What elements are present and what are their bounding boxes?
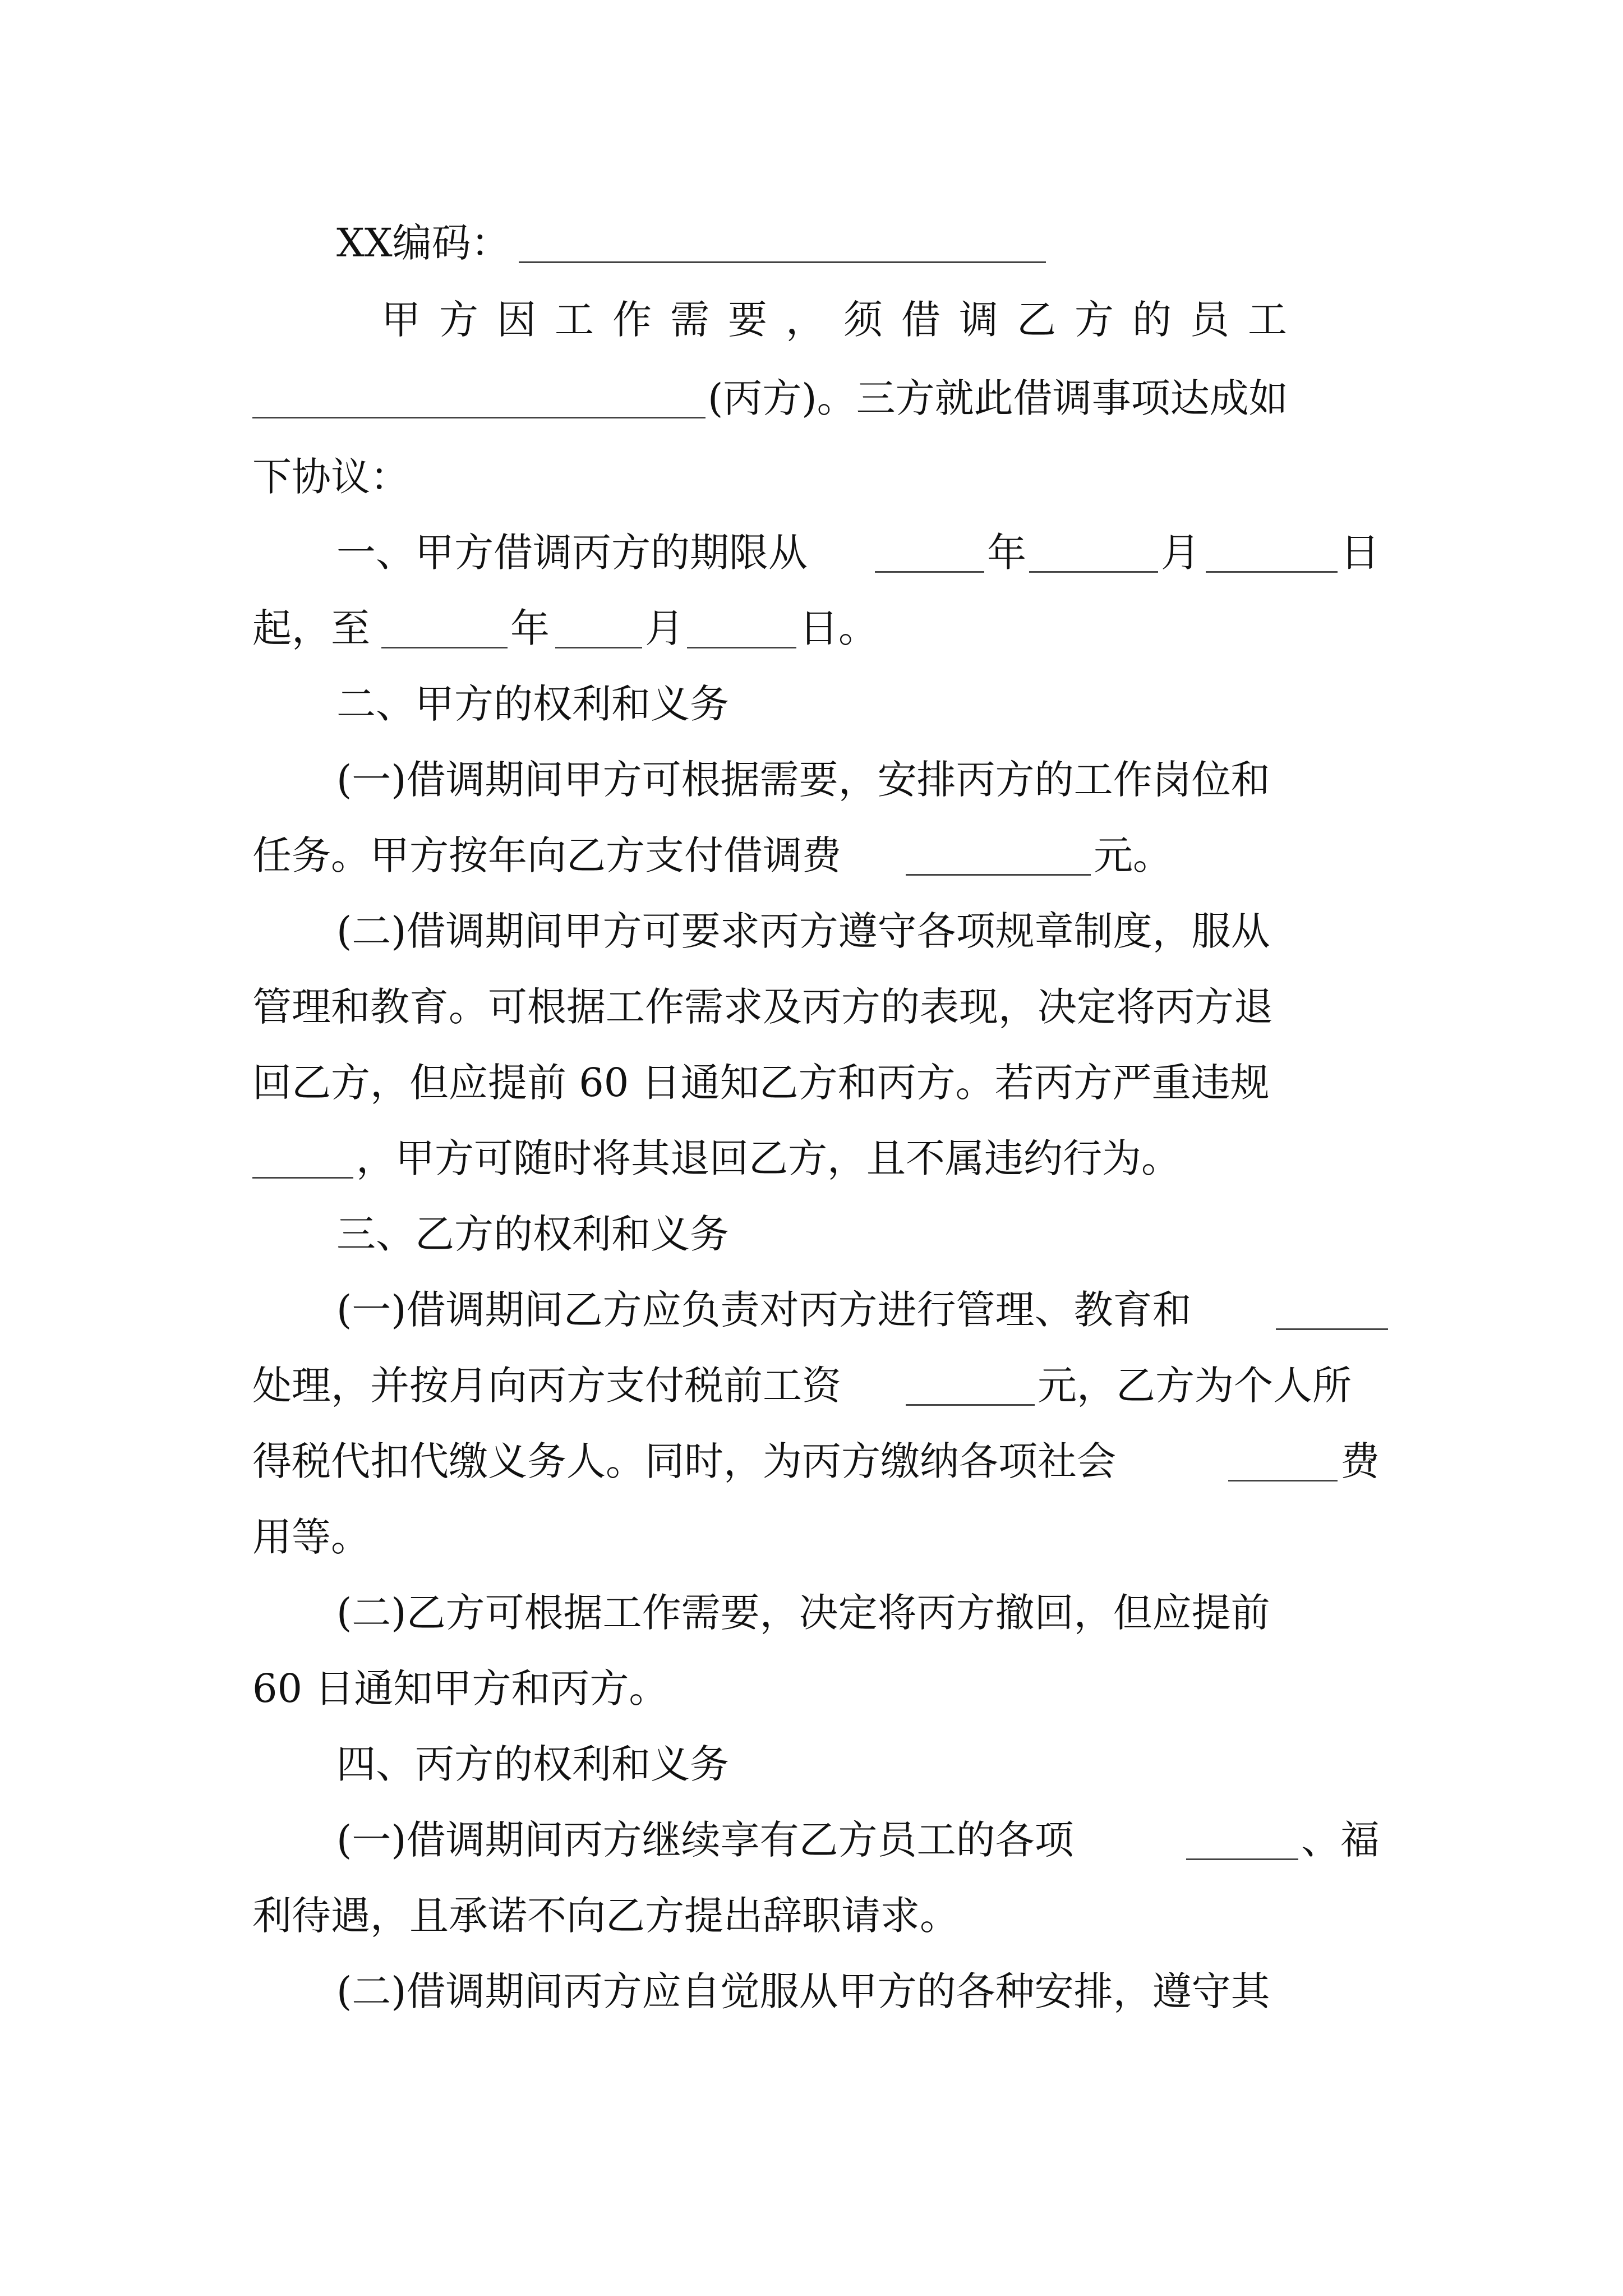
- end-month-blank: [555, 647, 642, 648]
- intro-line-1: 甲方因工作需要，须借调乙方的员工: [381, 297, 1306, 343]
- start-year-blank: [875, 571, 984, 573]
- section-3-p2-line-1: (二)乙方可根据工作需要，决定将丙方撤回，但应提前: [336, 1590, 1270, 1636]
- salary-blank: [906, 1404, 1035, 1406]
- section-3-p1-line-1: (一)借调期间乙方应负责对丙方进行管理、教育和: [0, 1282, 1623, 1338]
- management-blank: [1276, 1328, 1388, 1330]
- section-4-heading: 四、丙方的权利和义务: [336, 1741, 729, 1787]
- party-c-name-blank: [252, 417, 706, 418]
- code-label: XX编码：: [336, 220, 510, 266]
- section-4-p2-line-1: (二)借调期间丙方应自觉服从甲方的各种安排，遵守其: [336, 1968, 1270, 2014]
- section-2-p1-line-2: 任务。甲方按年向乙方支付借调费 元。: [252, 832, 1172, 878]
- benefits-blank: [1186, 1858, 1298, 1860]
- section-3-p1-line-4: 用等。: [252, 1514, 370, 1560]
- section-3-p1-line-2: 处理，并按月向丙方支付税前工资 元，乙方为个人所: [252, 1363, 1352, 1409]
- start-month-blank: [1029, 571, 1158, 573]
- section-2-heading: 二、甲方的权利和义务: [336, 681, 729, 727]
- section-1-line-1: 一、甲方借调丙方的期限从 年 月 日: [336, 530, 1380, 576]
- section-3-heading: 三、乙方的权利和义务: [336, 1211, 729, 1257]
- code-line: [0, 215, 1623, 271]
- section-4-p1-line-1: (一)借调期间丙方继续享有乙方员工的各项 、福: [336, 1817, 1380, 1863]
- section-2-p2-line-4: ，甲方可随时将其退回乙方，且不属违约行为。: [0, 1130, 1623, 1186]
- section-4-p1-line-2: 利待遇，且承诺不向乙方提出辞职请求。: [252, 1893, 959, 1939]
- section-3-p1-line-3: 得税代扣代缴义务人。同时，为丙方缴纳各项社会 费: [252, 1438, 1380, 1484]
- section-2-p2-line-3: 回乙方，但应提前 60 日通知乙方和丙方。若丙方严重违规: [252, 1060, 1270, 1106]
- loan-fee-blank: [906, 874, 1091, 876]
- social-insurance-blank: [1228, 1480, 1338, 1481]
- end-day-blank: [687, 647, 796, 648]
- violation-blank: [252, 1177, 353, 1179]
- intro-line-2: (丙方)。三方就此借调事项达成如: [0, 370, 1623, 426]
- section-3-p2-line-2: 60 日通知甲方和丙方。: [252, 1665, 668, 1711]
- section-2-p2-line-2: 管理和教育。可根据工作需求及丙方的表现，决定将丙方退: [252, 984, 1273, 1030]
- intro-line-3: 下协议：: [252, 454, 409, 500]
- section-2-p1-line-1: (一)借调期间甲方可根据需要，安排丙方的工作岗位和: [336, 757, 1270, 803]
- section-1-line-2: 起，至 年 月 日。: [252, 605, 878, 651]
- code-blank: [519, 261, 1046, 263]
- end-year-blank: [381, 647, 508, 648]
- start-day-blank: [1206, 571, 1338, 573]
- section-2-p2-line-1: (二)借调期间甲方可要求丙方遵守各项规章制度，服从: [336, 908, 1270, 954]
